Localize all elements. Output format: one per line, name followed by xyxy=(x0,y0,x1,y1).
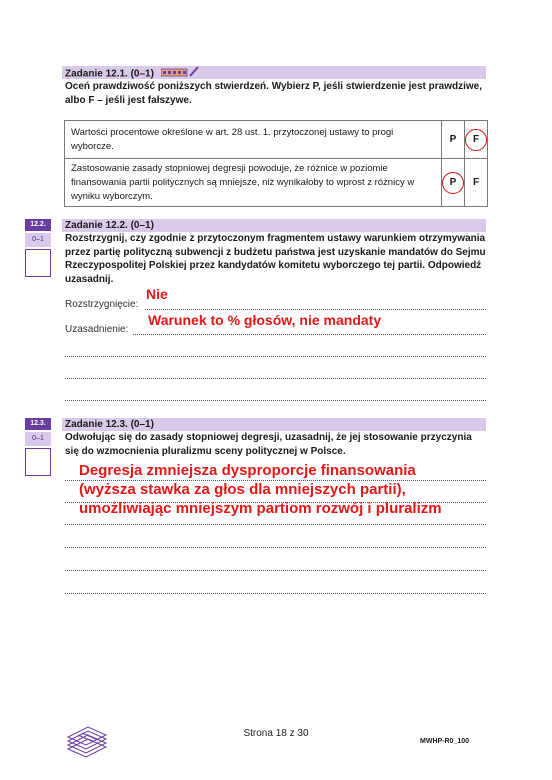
score-box[interactable] xyxy=(25,448,51,476)
option-p[interactable] xyxy=(442,159,465,207)
task-12-3-instruction: Odwołując się do zasady stopniowej degresji, uzasadnij, że jej stosowanie przyczynia się do wzmocnienia pluralizmu sceny politycznej w Polsce. xyxy=(65,432,472,457)
exam-code: MWHP-R0_100 xyxy=(420,738,470,745)
option-f[interactable] xyxy=(465,121,488,159)
answer-line[interactable] xyxy=(145,309,486,310)
score-box[interactable] xyxy=(25,249,51,277)
answer-circle: F xyxy=(465,129,487,151)
option-p[interactable]: P xyxy=(442,121,465,159)
justification-label: Uzasadnienie: xyxy=(65,324,129,335)
answer-line[interactable] xyxy=(133,334,486,335)
task-12-2-title: Zadanie 12.2. (0–1) xyxy=(65,220,154,231)
task-12-2-points: 0–1 xyxy=(25,233,51,247)
option-f[interactable]: F xyxy=(465,159,488,207)
task-12-3-points: 0–1 xyxy=(25,432,51,446)
table-row xyxy=(65,159,488,207)
answer-circle: P xyxy=(442,172,464,194)
table-row xyxy=(65,121,488,159)
answer-line-3: umożliwiając mniejszym partiom rozwój i pluralizm xyxy=(79,500,442,517)
task-12-2-header xyxy=(62,219,486,232)
resolution-label: Rozstrzygnięcie: xyxy=(65,299,139,310)
task-12-1-instruction: Oceń prawdziwość poniższych stwierdzeń. Wybierz P, jeśli stwierdzenie jest prawdziwe, albo F – jeśli jest fałszywe. xyxy=(65,81,482,106)
answer-line[interactable] xyxy=(65,356,486,357)
statement-text: Wartości procentowe określone w art. 28 ust. 1. przytoczonej ustawy to progi wyborcze. xyxy=(65,121,442,159)
task-12-1-title: Zadanie 12.1. (0–1) xyxy=(65,68,154,80)
answer-line[interactable] xyxy=(65,524,486,525)
answer-justification: Warunek to % głosów, nie mandaty xyxy=(148,312,382,328)
task-12-2-instruction: Rozstrzygnij, czy zgodnie z przytoczonym fragmentem ustawy warunkiem otrzymywania przez partię polityczną subwencji z budżetu państwa jest uzyskanie mandatów do Sejmu Rzeczypospolitej Polskiej przez kandydatów komitetu wyborczego tej partii. Odpowiedź uzasadnij. xyxy=(65,233,486,285)
task-12-1-header xyxy=(62,66,486,79)
true-false-table xyxy=(64,120,488,207)
task-12-3-number: 12.3. xyxy=(25,418,51,430)
answer-resolution: Nie xyxy=(146,286,168,302)
task-12-2-number: 12.2. xyxy=(25,219,51,231)
answer-line-2: (wyższa stawka za głos dla mniejszych partii), xyxy=(79,481,406,498)
answer-line[interactable] xyxy=(65,593,486,594)
answer-line[interactable] xyxy=(65,400,486,401)
statement-text: Zastosowanie zasady stopniowej degresji powoduje, że różnice w poziomie finansowania partii politycznych są mniejsze, niż wynikałoby to wprost z różnicy w wyniku wyborczym. xyxy=(65,159,442,207)
answer-line[interactable] xyxy=(65,547,486,548)
task-12-3-title: Zadanie 12.3. (0–1) xyxy=(65,419,154,430)
answer-line[interactable] xyxy=(65,570,486,571)
task-12-3-header xyxy=(62,418,486,431)
answer-line[interactable] xyxy=(65,378,486,379)
page-number: Strona 18 z 30 xyxy=(243,728,309,739)
answer-line-1: Degresja zmniejsza dysproporcje finansowania xyxy=(79,462,416,479)
